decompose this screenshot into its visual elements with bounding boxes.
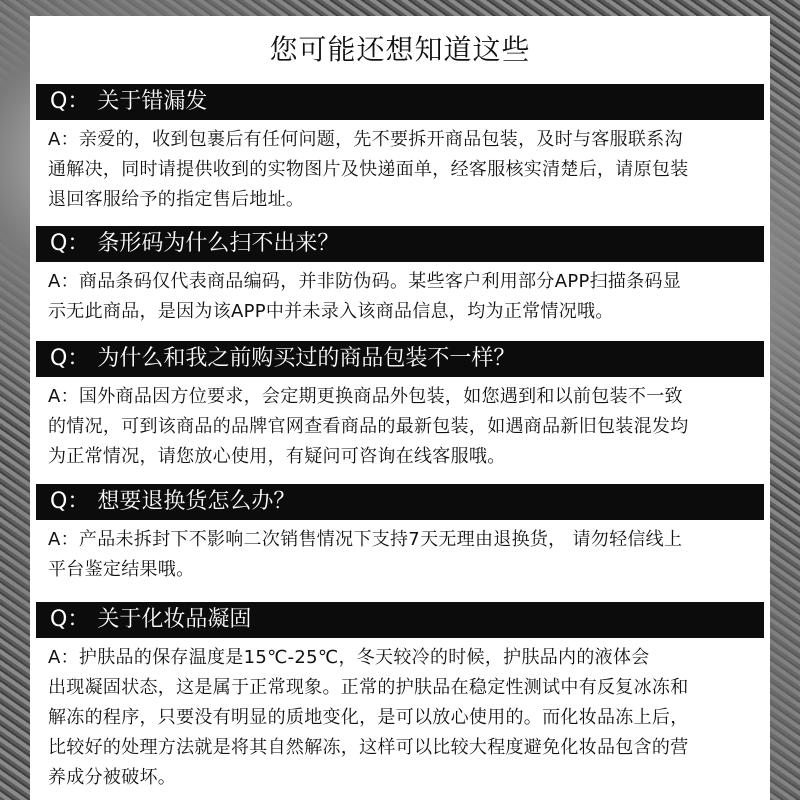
answer-line: A：护肤品的保存温度是15℃-25℃，冬天较冷的时候，护肤品内的液体会 <box>48 647 650 668</box>
faq-item-packaging <box>30 341 770 472</box>
question-prefix: Q： <box>50 489 90 514</box>
answer-line: 为正常情况，请您放心使用，有疑问可咨询在线客服哦。 <box>48 446 506 467</box>
answer-text <box>48 520 756 585</box>
answer-line: A：产品未拆封下不影响二次销售情况下支持7天无理由退换货， 请勿轻信线上 <box>48 529 683 550</box>
answer-line: 平台鉴定结果哦。 <box>48 559 195 580</box>
answer-line: 出现凝固状态，这是属于正常现象。正常的护肤品在稳定性测试中有反复冰冻和 <box>48 677 689 698</box>
question-bar <box>36 226 764 262</box>
question-prefix: Q： <box>50 346 90 371</box>
question-text: 关于错漏发 <box>97 89 208 114</box>
answer-text <box>48 377 756 472</box>
answer-line: A：商品条码仅代表商品编码，并非防伪码。某些客户利用部分APP扫描条码显 <box>48 271 682 292</box>
answer-line: 养成分被破坏。 <box>48 767 177 788</box>
answer-line: 通解决，同时请提供收到的实物图片及快递面单，经客服核实清楚后，请原包装 <box>48 159 689 180</box>
question-bar <box>36 602 764 638</box>
question-text: 关于化妆品凝固 <box>97 607 252 632</box>
faq-panel <box>30 16 770 800</box>
answer-line: 示无此商品，是因为该APP中并未录入该商品信息，均为正常情况哦。 <box>48 301 614 322</box>
faq-item-barcode <box>30 226 770 327</box>
question-text: 条形码为什么扫不出来？ <box>97 231 340 256</box>
question-bar <box>36 341 764 377</box>
question-prefix: Q： <box>50 89 90 114</box>
answer-line: 解冻的程序，只要没有明显的质地变化，是可以放心使用的。而化妆品冻上后， <box>48 707 689 728</box>
answer-text <box>48 638 756 793</box>
answer-line: 退回客服给予的指定售后地址。 <box>48 189 305 210</box>
faq-item-returns <box>30 484 770 585</box>
answer-text <box>48 262 756 327</box>
answer-line: A：亲爱的，收到包裹后有任何问题，先不要拆开商品包装，及时与客服联系沟 <box>48 129 683 150</box>
question-prefix: Q： <box>50 607 90 632</box>
faq-item-wrong-shipment <box>30 84 770 215</box>
question-prefix: Q： <box>50 231 90 256</box>
answer-line: 比较好的处理方法就是将其自然解冻，这样可以比较大程度避免化妆品包含的营 <box>48 737 689 758</box>
question-text: 想要退换货怎么办？ <box>97 489 296 514</box>
answer-text <box>48 120 756 215</box>
question-bar <box>36 484 764 520</box>
question-text: 为什么和我之前购买过的商品包装不一样？ <box>97 346 516 371</box>
faq-item-cosmetics-freezing <box>30 602 770 793</box>
page-title: 您可能还想知道这些 <box>269 33 531 66</box>
answer-line: A：国外商品因方位要求，会定期更换商品外包装，如您遇到和以前包装不一致 <box>48 386 683 407</box>
answer-line: 的情况，可到该商品的品牌官网查看商品的最新包装，如遇商品新旧包装混发均 <box>48 416 689 437</box>
question-bar <box>36 84 764 120</box>
